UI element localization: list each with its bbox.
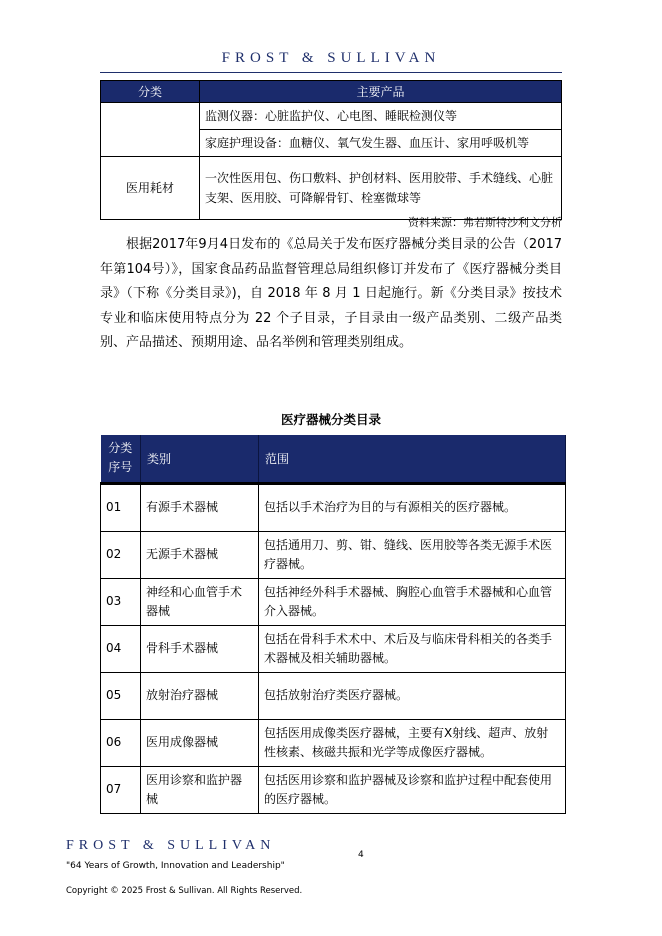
- category-cell: 医用诊察和监护器械: [141, 766, 259, 813]
- scope-cell: 包括在骨科手术术中、术后及与临床骨科相关的各类手术器械及相关辅助器械。: [259, 625, 566, 672]
- table-row: [101, 578, 566, 625]
- scope-cell: 包括医用成像类医疗器械，主要有X射线、超声、放射性核素、核磁共振和光学等成像医疗器械。: [259, 719, 566, 766]
- scope-cell: 包括医用诊察和监护器械及诊察和监护过程中配套使用的医疗器械。: [259, 766, 566, 813]
- column-header-category: 分类: [101, 81, 200, 103]
- table-row: [101, 766, 566, 813]
- column-header-products: 主要产品: [200, 81, 562, 103]
- body-paragraph: 根据2017年9月4日发布的《总局关于发布医疗器械分类目录的公告（2017年第104号）》，国家食品药品监督管理总局组织修订并发布了《医疗器械分类目录》（下称《分类目录》)，自 2018 年 8 月 1 日起施行。新《分类目录》按技术专业和临床使用特点分为 22 个子目录，子目录由一级产品类别、二级产品类别、产品描述、预期用途、品名举例和管理类别组成。: [100, 237, 562, 350]
- device-classification-table: [100, 435, 566, 814]
- copyright-notice: Copyright © 2025 Frost & Sullivan. All Rights Reserved.: [66, 886, 303, 896]
- table-row: [101, 531, 566, 578]
- scope-cell: 包括放射治疗类医疗器械。: [259, 672, 566, 719]
- table-row: [101, 157, 562, 220]
- table-header-row: [101, 81, 562, 103]
- column-header-category: 类别: [141, 435, 259, 483]
- column-header-serial: 分类序号: [101, 435, 141, 483]
- serial-cell: 05: [101, 672, 141, 719]
- category-cell: 医用成像器械: [141, 719, 259, 766]
- category-cell: 医用耗材: [101, 157, 200, 220]
- header-brand-logo: FROST & SULLIVAN: [221, 50, 441, 66]
- product-category-table: [100, 80, 562, 220]
- category-cell: 放射治疗器械: [141, 672, 259, 719]
- page-number: 4: [358, 850, 364, 860]
- footer-brand-logo: FROST & SULLIVAN: [66, 838, 276, 853]
- scope-cell: 包括神经外科手术器械、胸腔心血管手术器械和心血管介入器械。: [259, 578, 566, 625]
- serial-cell: 02: [101, 531, 141, 578]
- table-row: [101, 672, 566, 719]
- table-row: [101, 625, 566, 672]
- category-cell: 有源手术器械: [141, 483, 259, 531]
- product-cell: 家庭护理设备：血糖仪、氧气发生器、血压计、家用呼吸机等: [200, 130, 562, 157]
- scope-cell: 包括以手术治疗为目的与有源相关的医疗器械。: [259, 483, 566, 531]
- serial-cell: 06: [101, 719, 141, 766]
- serial-cell: 03: [101, 578, 141, 625]
- table-row: [101, 483, 566, 531]
- table-row: [101, 719, 566, 766]
- serial-cell: 04: [101, 625, 141, 672]
- serial-cell: 07: [101, 766, 141, 813]
- footer-tagline: "64 Years of Growth, Innovation and Leadership": [66, 861, 285, 871]
- scope-cell: 包括通用刀、剪、钳、缝线、医用胶等各类无源手术医疗器械。: [259, 531, 566, 578]
- category-cell: [101, 103, 200, 157]
- table-title: 医疗器械分类目录: [280, 412, 381, 427]
- serial-cell: 01: [101, 483, 141, 531]
- source-note: 资料来源：弗若斯特沙利文分析: [408, 216, 562, 229]
- product-cell: 一次性医用包、伤口敷料、护创材料、医用胶带、手术缝线、心脏支架、医用胶、可降解骨钉、栓塞微球等: [200, 157, 562, 220]
- table-row: [101, 103, 562, 130]
- category-cell: 骨科手术器械: [141, 625, 259, 672]
- category-cell: 神经和心血管手术器械: [141, 578, 259, 625]
- column-header-scope: 范围: [259, 435, 566, 483]
- header-divider: [100, 72, 562, 73]
- table-header-row: [101, 435, 566, 483]
- product-cell: 监测仪器：心脏监护仪、心电图、睡眠检测仪等: [200, 103, 562, 130]
- category-cell: 无源手术器械: [141, 531, 259, 578]
